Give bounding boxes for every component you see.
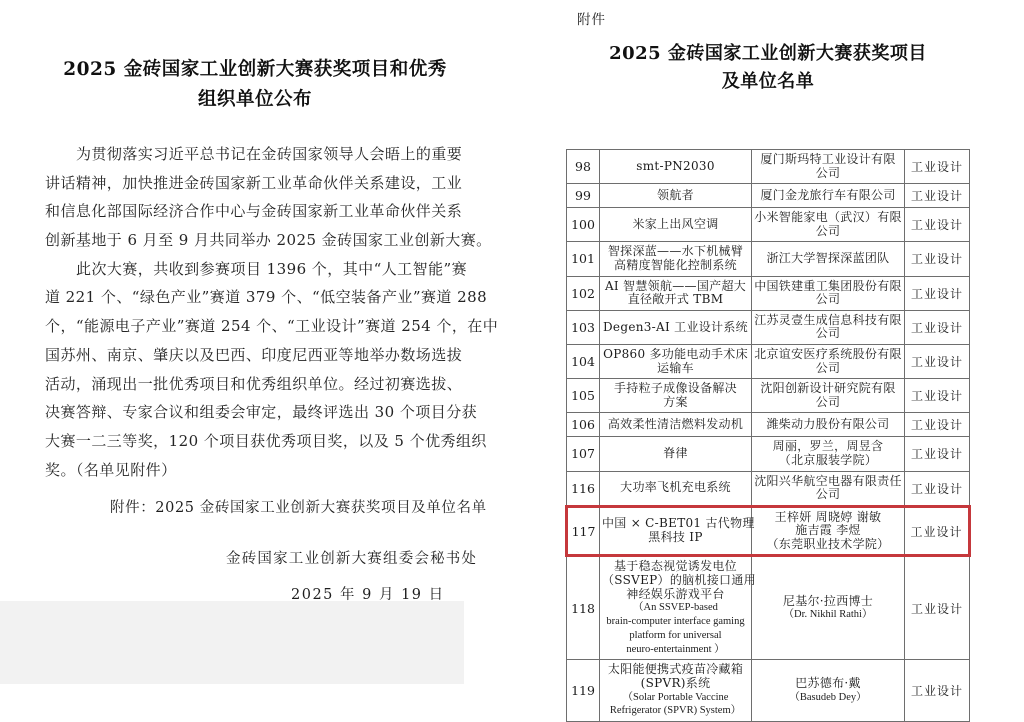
cell-text-line: 沈阳兴华航空电器有限责任 (754, 473, 902, 488)
cell-text-line: 中国 × C-BET01 古代物理 (602, 516, 755, 531)
cell-project-name (600, 344, 752, 378)
table-row (567, 276, 970, 310)
body-paragraph-2-line: 个，“能源电子产业”赛道 254 个、“工业设计”赛道 254 个，在中 (45, 317, 499, 336)
cell-organization (752, 471, 905, 506)
cell-text-line: 施吉霞 李煜 (795, 523, 861, 538)
cell-category: 工业设计 (905, 413, 970, 437)
cell-project-name (600, 506, 755, 556)
cell-organization (752, 242, 905, 276)
cell-text-line: OP860 多功能电动手术床 (603, 346, 748, 361)
cell-text-line: 巴苏德布·戴 (795, 676, 861, 691)
cell-text-line: 尼基尔·拉西博士 (782, 593, 874, 608)
cell-project-name (600, 556, 756, 660)
cell-organization (752, 660, 905, 722)
body-paragraph-2-line: 活动，涌现出一批优秀项目和优秀组织单位。经过初赛选拔、 (45, 374, 463, 393)
left-title-line-1: 2025 金砖国家工业创新大赛获奖项目和优秀 (63, 59, 447, 80)
cell-text-line: 小米智能家电（武汉）有限 (754, 210, 902, 225)
cell-text-line: 周丽，罗兰，周昱含 (772, 439, 884, 454)
signature-line: 金砖国家工业创新大赛组委会秘书处 (226, 551, 478, 567)
cell-text-line: 潍柴动力股份有限公司 (766, 417, 890, 432)
cell-number: 119 (567, 660, 600, 722)
date-line: 2025 年 9 月 19 日 (291, 587, 445, 603)
cell-text-line: platform for universal (629, 629, 722, 641)
cell-text-line: Degen3-AI 工业设计系统 (603, 319, 748, 334)
left-page-title (0, 55, 510, 115)
cell-text-line: 公司 (815, 326, 841, 341)
cell-text-line: （北京服装学院） (778, 452, 878, 467)
cell-text-line: （An SSVEP-based (633, 602, 718, 614)
cell-number: 98 (567, 150, 600, 184)
cell-text-line: (SPVR)系统 (640, 676, 711, 691)
table-row (567, 556, 970, 660)
cell-category: 工业设计 (905, 506, 970, 556)
cell-number: 102 (567, 276, 600, 310)
cell-text-line: brain-computer interface gaming (606, 616, 745, 628)
table-row (567, 208, 970, 242)
cell-project-name (600, 413, 752, 437)
cell-category: 工业设计 (905, 660, 970, 722)
cell-number: 106 (567, 413, 600, 437)
awards-table-body (567, 150, 970, 722)
cell-organization (752, 208, 905, 242)
cell-text-line: （Dr. Nikhil Rathi） (783, 609, 873, 621)
cell-text-line: 太阳能便携式疫苗冷藏箱 (607, 662, 744, 677)
cell-organization (752, 344, 905, 378)
table-row (567, 379, 970, 413)
cell-organization (752, 150, 905, 184)
body-paragraph-2-line: 国苏州、南京、肇庆以及巴西、印度尼西亚等地举办数场选拔 (45, 345, 463, 364)
cell-category: 工业设计 (905, 556, 970, 660)
cell-project-name (600, 276, 752, 310)
cell-text-line: 基于稳态视觉诱发电位 (613, 559, 737, 574)
cell-project-name (600, 150, 752, 184)
cell-number: 104 (567, 344, 600, 378)
table-row (567, 310, 970, 344)
cell-category: 工业设计 (905, 310, 970, 344)
table-row (567, 413, 970, 437)
awards-table (565, 149, 971, 722)
cell-organization (752, 437, 905, 471)
cell-text-line: 高精度智能化控制系统 (613, 257, 737, 272)
page-bottom-margin (0, 601, 464, 684)
cell-text-line: 公司 (815, 487, 841, 502)
body-paragraph-2-line: 此次大赛，共收到参赛项目 1396 个，其中“人工智能”赛 (76, 259, 468, 278)
right-title-line-2: 及单位名单 (721, 71, 815, 92)
cell-text-line: 北京谊安医疗系统股份有限 (754, 346, 902, 361)
table-row-highlighted (567, 506, 970, 556)
cell-organization (752, 276, 905, 310)
cell-category: 工业设计 (905, 242, 970, 276)
body-paragraph-1-line: 为贯彻落实习近平总书记在金砖国家领导人会晤上的重要 (76, 145, 463, 163)
cell-organization (752, 379, 905, 413)
cell-text-line: AI 智慧领航——国产超大 (604, 278, 747, 293)
cell-text-line: 直径敞开式 TBM (627, 292, 724, 307)
body-paragraph-1-line: 和信息化部国际经济合作中心与金砖国家新工业革命伙伴关系 (45, 202, 463, 221)
cell-text-line: （SSVEP）的脑机接口通用 (602, 573, 756, 588)
cell-text-line: smt-PN2030 (636, 158, 715, 173)
cell-text-line: 公司 (815, 165, 841, 180)
cell-organization (752, 413, 905, 437)
cell-number: 103 (567, 310, 600, 344)
cell-project-name (600, 242, 752, 276)
cell-text-line: 神经娱乐游戏平台 (626, 586, 725, 601)
cell-text-line: 沈阳创新设计研究院有限 (760, 381, 896, 396)
cell-number: 101 (567, 242, 600, 276)
cell-organization (752, 556, 905, 660)
table-row (567, 660, 970, 722)
cell-text-line: 厦门斯玛特工业设计有限 (760, 152, 896, 166)
cell-text-line: neuro-entertainment ） (626, 643, 725, 655)
cell-category: 工业设计 (905, 150, 970, 184)
attachment-reference-line: 附件：2025 金砖国家工业创新大赛获奖项目及单位名单 (110, 500, 487, 516)
cell-project-name (600, 379, 752, 413)
cell-category: 工业设计 (905, 379, 970, 413)
cell-text-line: 智探深蓝——水下机械臂 (607, 244, 744, 259)
table-row (567, 184, 970, 208)
cell-project-name (600, 437, 752, 471)
body-paragraph-2-line: 道 221 个、“绿色产业”赛道 379 个、“低空装备产业”赛道 288 (45, 288, 488, 307)
cell-number: 118 (567, 556, 600, 660)
cell-category: 工业设计 (905, 276, 970, 310)
cell-number: 99 (567, 184, 600, 208)
cell-text-line: 厦门金龙旅行车有限公司 (760, 187, 896, 202)
announcement-body (45, 140, 499, 484)
table-row (567, 471, 970, 506)
body-paragraph-2-line: 奖。（名单见附件） (45, 460, 177, 479)
cell-text-line: （东莞职业技术学院） (766, 536, 890, 551)
cell-category: 工业设计 (905, 437, 970, 471)
body-paragraph-1-line: 讲话精神，加快推进金砖国家新工业革命伙伴关系建设，工业 (45, 173, 463, 192)
cell-number: 116 (567, 471, 600, 506)
left-page (0, 0, 510, 684)
table-row (567, 437, 970, 471)
cell-number: 100 (567, 208, 600, 242)
table-row (567, 344, 970, 378)
left-title-line-2: 组织单位公布 (197, 89, 312, 110)
cell-category: 工业设计 (905, 208, 970, 242)
cell-text-line: 手持粒子成像设备解决 (613, 381, 737, 396)
cell-project-name (600, 660, 752, 722)
cell-text-line: 方案 (663, 394, 688, 409)
cell-organization (752, 184, 905, 208)
cell-text-line: 公司 (815, 223, 841, 238)
cell-text-line: 王梓妍 周晓婷 谢敏 (774, 509, 882, 524)
right-page-title (560, 40, 976, 96)
cell-text-line: 运输车 (657, 360, 694, 375)
cell-text-line: 江苏灵壹生成信息科技有限 (754, 312, 902, 327)
cell-project-name (600, 184, 752, 208)
cell-text-line: 高效柔性清洁燃料发动机 (607, 417, 744, 432)
cell-number: 117 (567, 506, 600, 556)
cell-category: 工业设计 (905, 184, 970, 208)
cell-text-line: 黑科技 IP (648, 530, 703, 545)
cell-text-line: 公司 (815, 360, 841, 375)
cell-category: 工业设计 (905, 344, 970, 378)
cell-text-line: （Basudeb Dey） (789, 691, 867, 703)
attachment-label: 附件 (577, 12, 606, 28)
cell-text-line: 脊律 (663, 446, 688, 461)
cell-category: 工业设计 (905, 471, 970, 506)
cell-project-name (600, 471, 752, 506)
table-row (567, 150, 970, 184)
table-row (567, 242, 970, 276)
body-paragraph-1-line: 创新基地于 6 月至 9 月共同举办 2025 金砖国家工业创新大赛。 (45, 231, 492, 250)
cell-text-line: 公司 (815, 394, 841, 409)
cell-organization (752, 506, 905, 556)
cell-text-line: 米家上出风空调 (632, 216, 719, 231)
cell-number: 107 (567, 437, 600, 471)
cell-text-line: （Solar Portable Vaccine (622, 691, 729, 703)
body-paragraph-2-line: 大赛一二三等奖，120 个项目获优秀项目奖，以及 5 个优秀组织 (45, 431, 487, 450)
cell-project-name (600, 310, 752, 344)
cell-organization (752, 310, 905, 344)
cell-text-line: 中国铁建重工集团股份有限 (754, 278, 902, 293)
cell-text-line: 公司 (815, 292, 841, 307)
cell-project-name (600, 208, 752, 242)
cell-text-line: 领航者 (657, 187, 694, 202)
cell-text-line: 大功率飞机充电系统 (620, 480, 731, 495)
body-paragraph-2-line: 决赛答辩、专家合议和组委会审定，最终评选出 30 个项目分获 (45, 403, 478, 422)
cell-number: 105 (567, 379, 600, 413)
cell-text-line: Refrigerator (SPVR) System） (609, 705, 742, 717)
right-title-line-1: 2025 金砖国家工业创新大赛获奖项目 (609, 43, 927, 64)
cell-text-line: 浙江大学智探深蓝团队 (766, 251, 890, 266)
